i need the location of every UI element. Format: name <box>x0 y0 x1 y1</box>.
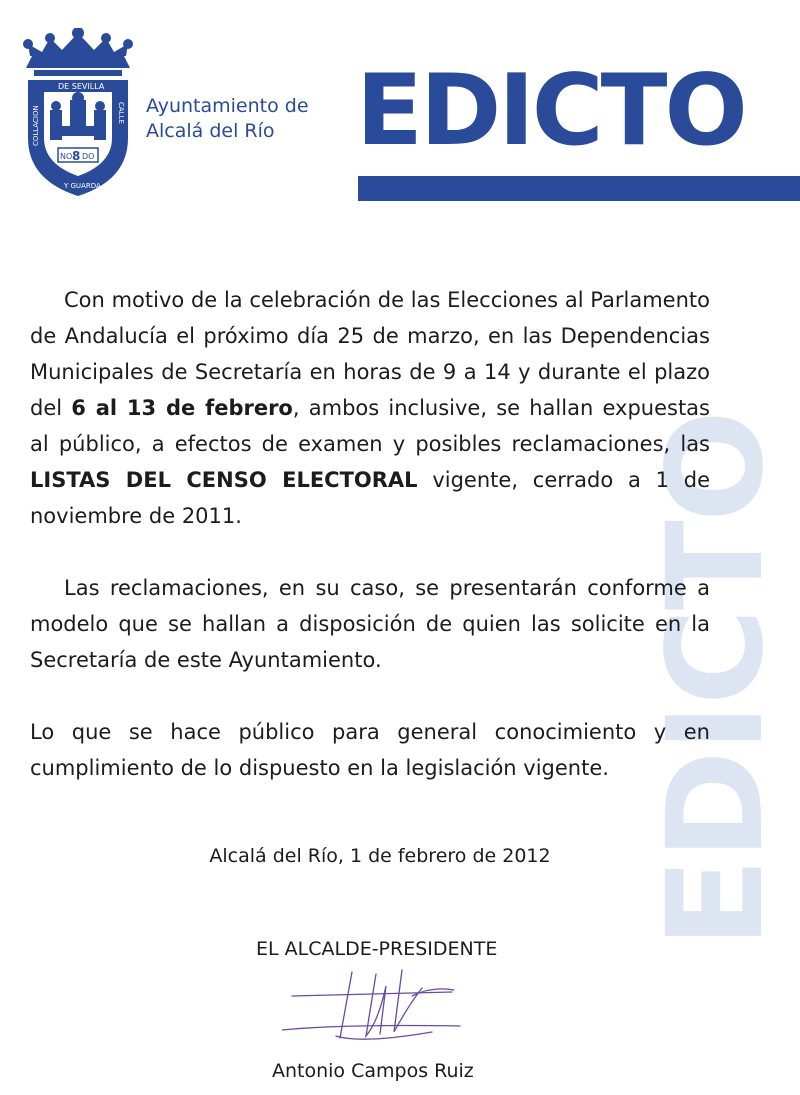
organization-name-line2: Alcalá del Río <box>146 120 275 142</box>
coat-of-arms-logo <box>20 28 136 198</box>
edict-body <box>30 282 710 786</box>
page-title: EDICTO <box>356 54 745 168</box>
paragraph-text: , ambos inclusive, se hallan expuestas al público, a efectos de examen y posibles reclamaciones, las <box>30 396 710 456</box>
handwritten-signature <box>282 966 462 1054</box>
title-underline-bar <box>358 176 800 201</box>
paragraph-text: Con motivo de la celebración de las Elecciones al Parlamento de Andalucía el próximo día 25 de marzo, en las Dependencias Municipales de Secretaría en horas de 9 a 14 y durante el plazo del <box>30 288 710 420</box>
paragraph-claims: Las reclamaciones, en su caso, se presentarán conforme a modelo que se hallan a disposición de quien las solicite en la Secretaría de este Ayuntamiento. <box>30 576 710 672</box>
crest-text-right: CALLE <box>117 102 125 124</box>
crest-text-top: DE SEVILLA <box>58 82 105 91</box>
period-dates: 6 al 13 de febrero <box>71 396 293 420</box>
crest-text-bottom: Y GUARDA <box>64 182 101 190</box>
signatory-name: Antonio Campos Ruiz <box>272 1060 474 1082</box>
crest-text-left: COLLACION <box>32 105 40 146</box>
organization-name <box>146 94 309 144</box>
crest-motto-8: 8 <box>72 149 81 163</box>
paragraph-text: vigente, cerrado a 1 de noviembre de 2011. <box>30 468 710 528</box>
organization-name-line1: Ayuntamiento de <box>146 95 309 117</box>
census-lists-title: LISTAS DEL CENSO ELECTORAL <box>30 468 418 492</box>
crest-motto-do: DO <box>82 152 95 161</box>
document-date: Alcalá del Río, 1 de febrero de 2012 <box>209 845 551 867</box>
signatory-role: EL ALCALDE-PRESIDENTE <box>256 938 498 960</box>
watermark-text: EDICTO <box>639 412 793 948</box>
crest-motto-no: NO <box>60 152 73 161</box>
paragraph-announcement <box>30 282 710 534</box>
paragraph-public-notice: Lo que se hace público para general conocimiento y en cumplimiento de lo dispuesto en la legislación vigente. <box>30 720 710 780</box>
